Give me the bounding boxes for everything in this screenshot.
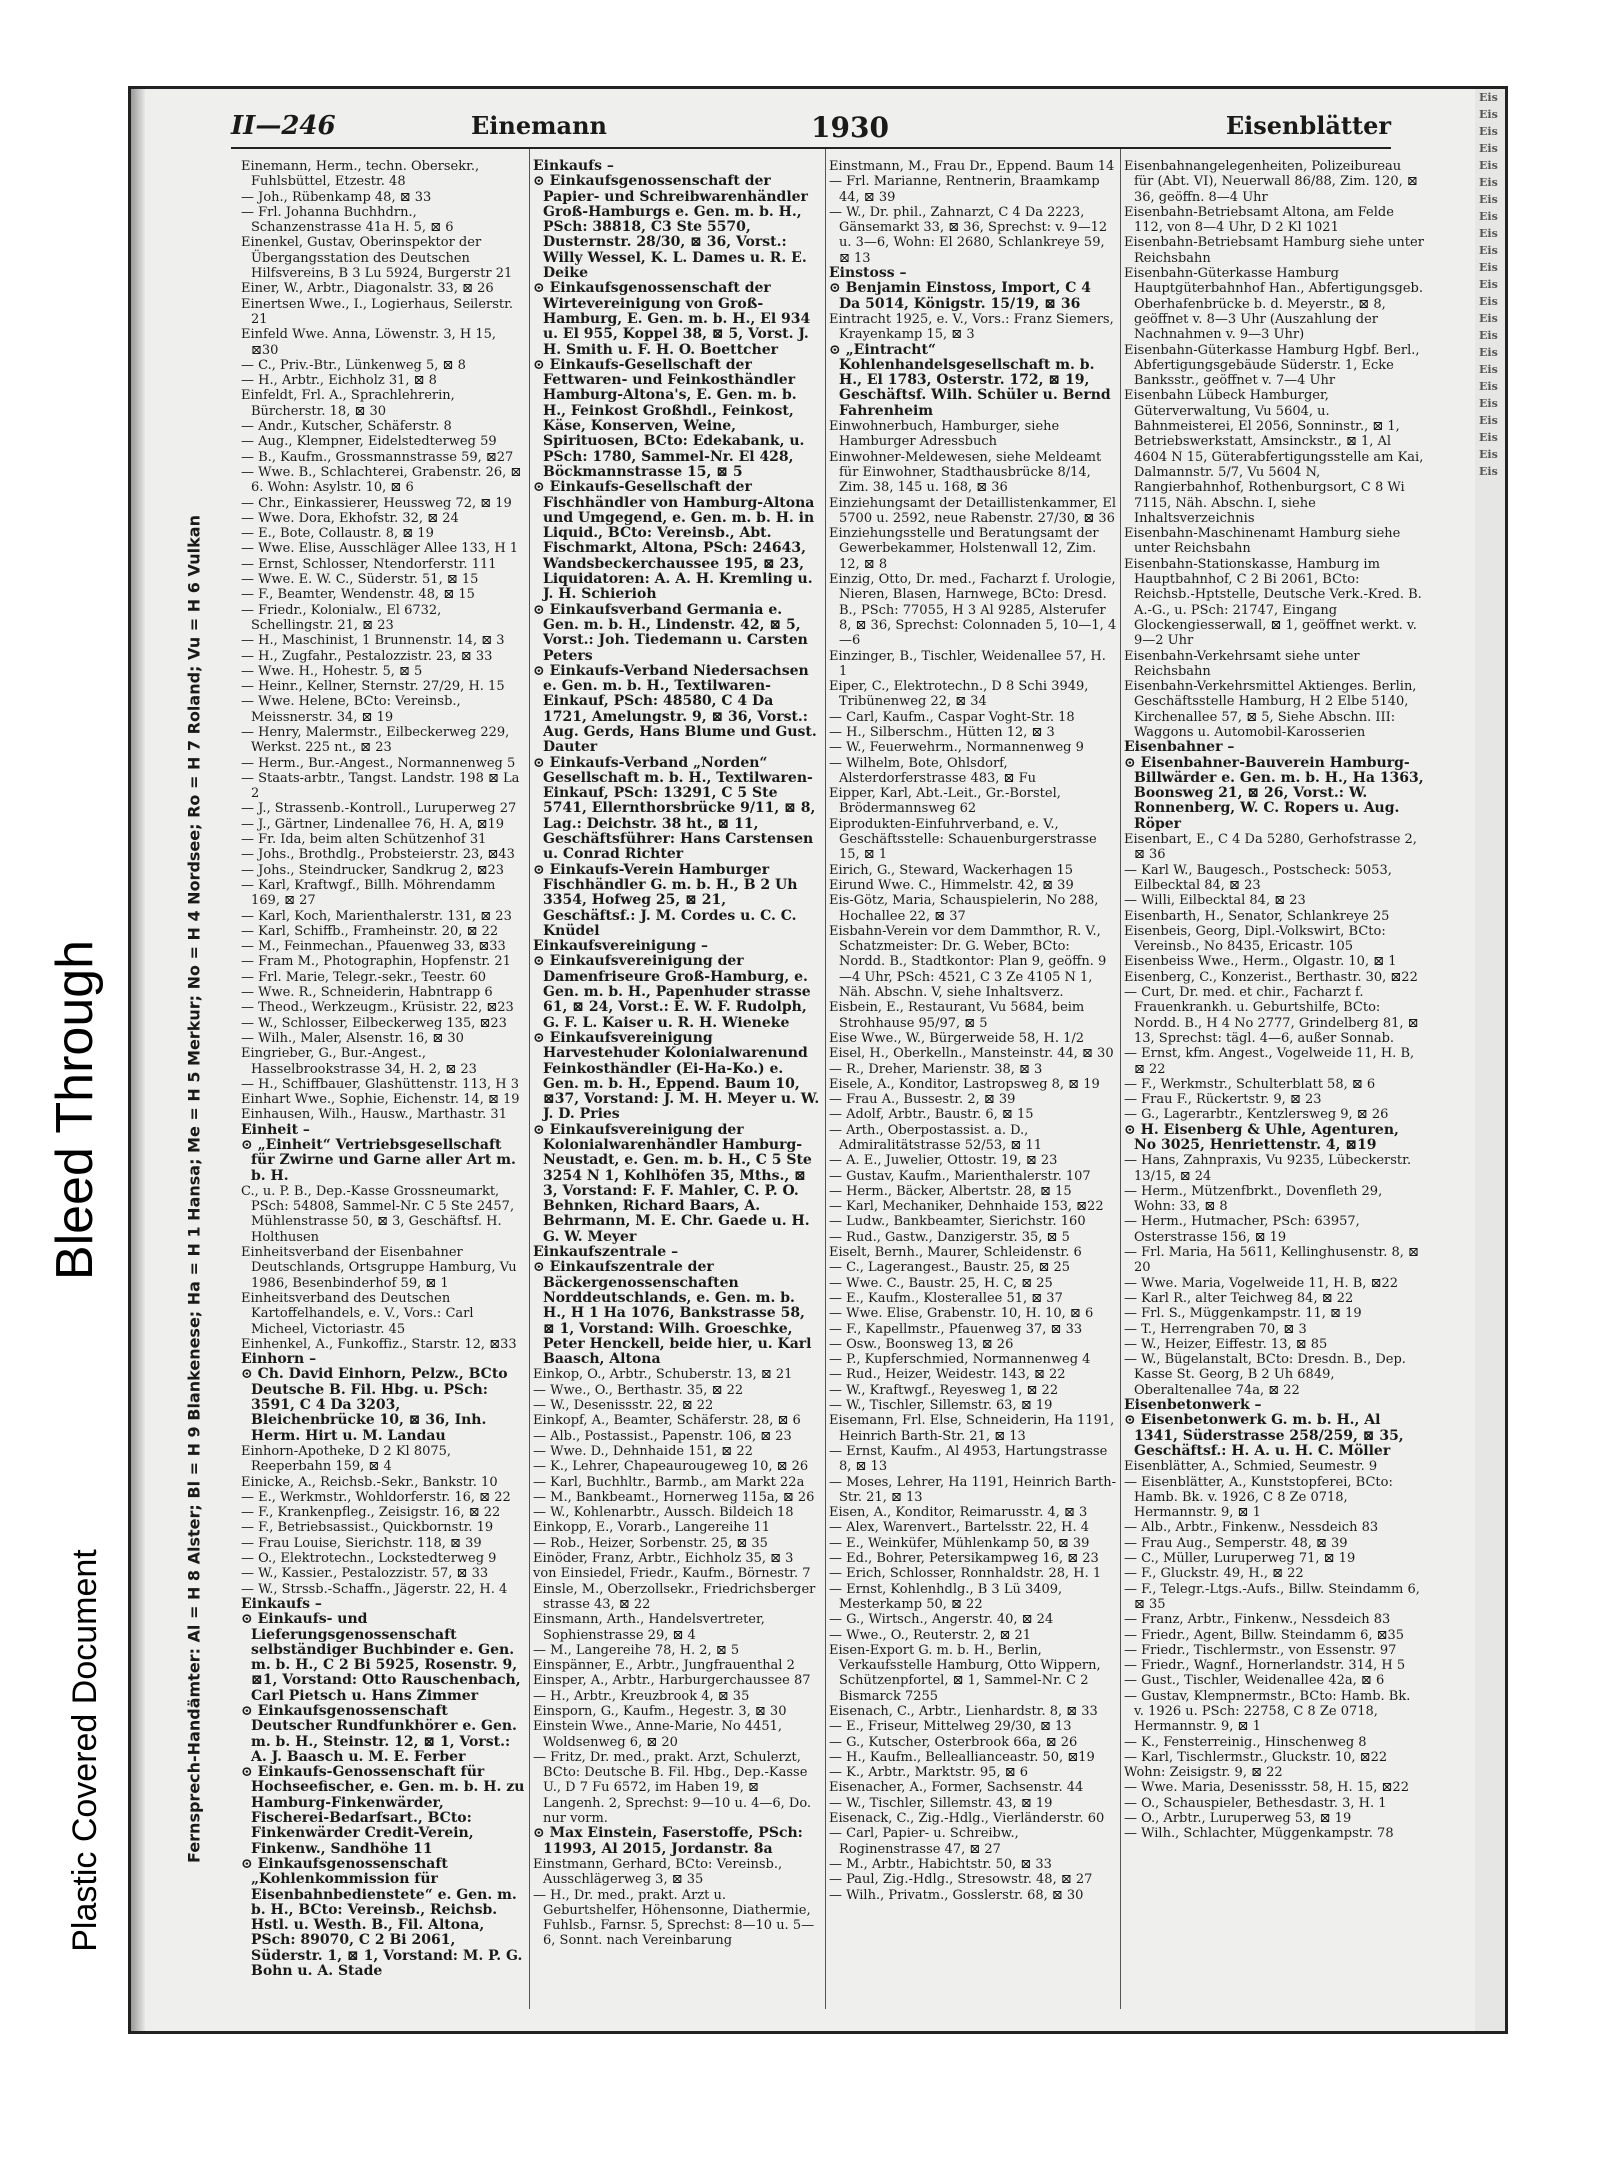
directory-entry: — Ed., Bohrer, Petersikampweg 16, ⊠ 23 bbox=[829, 1551, 1099, 1567]
directory-entry: — Herm., Hutmacher, PSch: 63957, Osterstrasse 156, ⊠ 19 bbox=[1124, 1214, 1360, 1245]
directory-entry: Einwohner-Meldewesen, siehe Meldeamt für Einwohner, Stadthausbrücke 8/14, Zim. 38, 145 u. 168, ⊠ 36 bbox=[829, 449, 1102, 496]
directory-entry: — Ludw., Bankbeamter, Sierichstr. 160 bbox=[829, 1214, 1086, 1230]
directory-entry: — H., Schiffbauer, Glashüttenstr. 113, H 3 bbox=[241, 1076, 519, 1092]
header-last-word: Eisenblätter bbox=[1225, 111, 1391, 140]
directory-entry: — Wwe. Maria, Vogelweide 11, H. B, ⊠22 bbox=[1124, 1275, 1399, 1291]
directory-entry: — E., Werkmstr., Wohldorferstr. 16, ⊠ 22 bbox=[241, 1489, 511, 1505]
directory-entry: — G., Kutscher, Osterbrook 66a, ⊠ 26 bbox=[829, 1734, 1078, 1750]
directory-entry: Einzinger, B., Tischler, Weidenallee 57, H. 1 bbox=[829, 648, 1106, 679]
directory-entry: — H., Kaufm., Belleallianceastr. 50, ⊠19 bbox=[829, 1749, 1095, 1765]
directory-entry: — W., Heizer, Eiffestr. 13, ⊠ 85 bbox=[1124, 1336, 1328, 1352]
directory-entry: — W., Feuerwehrm., Normannenweg 9 bbox=[829, 740, 1084, 756]
directory-entry: — E., Kaufm., Klosterallee 51, ⊠ 37 bbox=[829, 1290, 1063, 1306]
directory-entry: — K., Fensterreinig., Hinschenweg 8 bbox=[1124, 1734, 1367, 1750]
directory-entry: — Wwe. Helene, BCto: Vereinsb., Meissnerstr. 34, ⊠ 19 bbox=[241, 694, 461, 725]
directory-entry: Einicke, A., Reichsb.-Sekr., Bankstr. 10 bbox=[241, 1474, 498, 1490]
directory-entry: — W., Strssb.-Schaffn., Jägerstr. 22, H. 4 bbox=[241, 1581, 508, 1597]
directory-entry: — Heinr., Kellner, Sternstr. 27/29, H. 15 bbox=[241, 679, 505, 695]
directory-entry: Eisenacher, A., Former, Sachsenstr. 44 bbox=[829, 1780, 1084, 1796]
directory-entry: — Friedr., Wagnf., Hornerlandstr. 314, H 5 bbox=[1124, 1658, 1406, 1674]
directory-entry: Eisenbahn Lübeck Hamburger, Güterverwaltung, Vu 5604, u. Bahnmeisterei, El 2056, Sonninstr., ⊠ 1, Betriebswerkstatt, Amsinckstr., ⊠ 1, Al 4604 N 15, Güterabfertigungsstelle am Kai, Dalmannstr. 5/7, Vu 5604 N, Rangierbahnhof, Rothenburgsort, C 8 Wi 7115, Näh. Abschn. I, siehe Inhaltsverzeichnis bbox=[1124, 388, 1424, 526]
directory-entry: Eisenbahn-Verkehrsmittel Aktienges. Berlin, Geschäftsstelle Hamburg, H 2 Elbe 5140, Kirchenallee 57, ⊠ 5, Siehe Abschn. III: Waggons u. Automobil-Karosserien bbox=[1124, 679, 1417, 740]
directory-entry: — Wwe. C., Baustr. 25, H. C, ⊠ 25 bbox=[829, 1275, 1053, 1291]
directory-entry: — M., Arbtr., Habichtstr. 50, ⊠ 33 bbox=[829, 1856, 1052, 1872]
directory-entry: Eisenbeiss Wwe., Herm., Olgastr. 10, ⊠ 1 bbox=[1124, 954, 1397, 970]
directory-entry: — Paul, Zig.-Hdlg., Stresowstr. 48, ⊠ 27 bbox=[829, 1872, 1093, 1888]
directory-entry: Eisenbahn-Betriebsamt Altona, am Felde 112, von 8—4 Uhr, D 2 Kl 1021 bbox=[1124, 204, 1394, 236]
directory-entry: Einziehungsstelle und Beratungsamt der Gewerbekammer, Holstenwall 12, Zim. 12, ⊠ 8 bbox=[829, 526, 1099, 572]
directory-entry: — Andr., Kutscher, Schäferstr. 8 bbox=[241, 419, 452, 435]
directory-entry: Eisenbetonwerk – bbox=[1124, 1397, 1262, 1414]
directory-entry: Einsporn, G., Kaufm., Hegestr. 3, ⊠ 30 bbox=[533, 1703, 787, 1719]
directory-entry: — F., Werkmstr., Schulterblatt 58, ⊠ 6 bbox=[1124, 1076, 1376, 1092]
directory-entry: Eisenbahn-Güterkasse Hamburg Hgbf. Berl., Abfertigungsgebäude Süderstr. 1, Ecke Banksstr., geöffnet v. 7—4 Uhr bbox=[1124, 342, 1420, 389]
header-first-word: Einemann bbox=[471, 111, 607, 140]
directory-entry: ⊙ Einkaufsgenossenschaft der Wirtevereinigung von Groß-Hamburg, E. Gen. m. b. H., El 934 u. El 955, Koppel 38, ⊠ 5, Vorst. J. H. Smith u. F. H. O. Boettcher bbox=[533, 280, 811, 358]
directory-entry: Eisenbeis, Georg, Dipl.-Volkswirt, BCto: Vereinsb., No 8435, Ericastr. 105 bbox=[1124, 923, 1386, 955]
directory-entry: Eingrieber, G., Bur.-Angest., Hasselbrookstrasse 34, H. 2, ⊠ 23 bbox=[241, 1046, 477, 1077]
directory-entry: — Ernst, kfm. Angest., Vogelweide 11, H. B, ⊠ 22 bbox=[1124, 1046, 1415, 1077]
bleed-fragment: Eis bbox=[1479, 465, 1498, 478]
directory-entry: — Karl, Schiffb., Framheinstr. 20, ⊠ 22 bbox=[241, 923, 499, 939]
directory-entry: Eirund Wwe. C., Himmelstr. 42, ⊠ 39 bbox=[829, 877, 1074, 893]
directory-entry: — H., Arbtr., Eichholz 31, ⊠ 8 bbox=[241, 373, 437, 389]
directory-entry: — Karl W., Baugesch., Postscheck: 5053, Eilbecktal 84, ⊠ 23 bbox=[1124, 862, 1392, 893]
directory-entry: — W., Bügelanstalt, BCto: Dresdn. B., Dep. Kasse St. Georg, B 2 Uh 6849, Oberaltenallee 74a, ⊠ 22 bbox=[1124, 1352, 1406, 1398]
directory-entry: — Staats-arbtr., Tangst. Landstr. 198 ⊠ La 2 bbox=[241, 770, 520, 802]
directory-entry: ⊙ „Eintracht“ Kohlenhandelsgesellschaft m. b. H., El 1783, Osterstr. 172, ⊠ 19, Geschäftsf. Wilh. Schüler u. Bernd Fahrenheim bbox=[829, 341, 1111, 419]
directory-entry: — F., Kapellmstr., Pfauenweg 37, ⊠ 33 bbox=[829, 1321, 1083, 1337]
directory-entry: Einspänner, E., Arbtr., Jungfrauenthal 2 bbox=[533, 1658, 795, 1674]
directory-entry: — Karl, Kraftwgf., Billh. Möhrendamm 169, ⊠ 27 bbox=[241, 877, 496, 909]
directory-entry: Eisenbart, E., C 4 Da 5280, Gerhofstrasse 2, ⊠ 36 bbox=[1124, 832, 1417, 863]
directory-entry: Einkaufs – bbox=[533, 159, 614, 174]
bleed-fragment: Eis bbox=[1479, 312, 1498, 325]
facing-page-bleed bbox=[1475, 89, 1505, 2031]
scanned-page bbox=[128, 86, 1508, 2034]
directory-entry: — Wwe. R., Schneiderin, Habntrapp 6 bbox=[241, 985, 493, 1001]
directory-entry: Eisenberg, C., Konzerist., Berthastr. 30, ⊠22 bbox=[1124, 969, 1418, 985]
directory-entry: — Frau F., Rückertstr. 9, ⊠ 23 bbox=[1124, 1092, 1322, 1108]
directory-entry: — F., Beamter, Wendenstr. 48, ⊠ 15 bbox=[241, 587, 475, 603]
directory-entry: — M., Bankbeamt., Hornerweg 115a, ⊠ 26 bbox=[533, 1489, 815, 1505]
directory-entry: — M., Langereihe 78, H. 2, ⊠ 5 bbox=[533, 1642, 740, 1658]
directory-entry: — Rob., Heizer, Sorbenstr. 25, ⊠ 35 bbox=[533, 1535, 768, 1551]
bleed-fragment: Eis bbox=[1479, 295, 1498, 308]
directory-entry: Eisenbahn-Güterkasse Hamburg Hauptgüterbahnhof Han., Abfertigungsgeb. Oberhafenbrücke b. d. Meyerstr., ⊠ 8, geöffnet v. 8—3 Uhr (Auszahlung der Nachnahmen v. 9—3 Uhr) bbox=[1124, 266, 1423, 343]
directory-entry: Eipper, Karl, Abt.-Leit., Gr.-Borstel, Brödermannsweg 62 bbox=[829, 786, 1061, 817]
directory-entry: — K., Lehrer, Chapeaurougeweg 10, ⊠ 26 bbox=[533, 1459, 809, 1475]
column-divider bbox=[1120, 149, 1121, 2009]
directory-entry: — H., Silberschm., Hütten 12, ⊠ 3 bbox=[829, 724, 1055, 740]
directory-column-3 bbox=[829, 159, 1117, 2009]
directory-entry: Eisenbahnangelegenheiten, Polizeibureau für (Abt. VI), Neuerwall 86/88, Zim. 120, ⊠ 36, geöffn. 8—4 Uhr bbox=[1124, 159, 1418, 205]
directory-entry: — Eisenblätter, A., Kunststopferei, BCto: Hamb. Bk. v. 1926, C 8 Ze 0718, Hermannstr. 9, ⊠ 1 bbox=[1124, 1474, 1393, 1521]
directory-entry: — Alb., Arbtr., Finkenw., Nessdeich 83 bbox=[1124, 1520, 1379, 1536]
directory-entry: — Fr. Ida, beim alten Schützenhof 31 bbox=[241, 832, 487, 848]
directory-entry: — Carl, Papier- u. Schreibw., Roginenstrasse 47, ⊠ 27 bbox=[829, 1826, 1019, 1857]
directory-entry: — Osw., Boonsweg 13, ⊠ 26 bbox=[829, 1336, 1014, 1352]
directory-entry: — K., Arbtr., Marktstr. 95, ⊠ 6 bbox=[829, 1765, 1028, 1781]
directory-entry: Eisbahn-Verein vor dem Dammthor, R. V., Schatzmeister: Dr. G. Weber, BCto: Nordd. B., Stadtkontor: Plan 9, geöffn. 9—4 Uhr, PSch: 4521, C 3 Ze 4105 N 1, Näh. Abschn. V, siehe Inhaltsverz. bbox=[829, 923, 1107, 1001]
directory-entry: Eisenbahner – bbox=[1124, 739, 1235, 756]
directory-entry: — J., Strassenb.-Kontroll., Luruperweg 27 bbox=[241, 801, 517, 817]
directory-entry: Einhenkel, A., Funkoffiz., Starstr. 12, ⊠33 bbox=[241, 1336, 517, 1352]
directory-entry: C., u. P. B., Dep.-Kasse Grossneumarkt, PSch: 54808, Sammel-Nr. C 5 Ste 2457, Mühlenstrasse 50, ⊠ 3, Geschäftsf. H. Holthusen bbox=[241, 1183, 515, 1245]
exchange-legend-text: Fernsprech-Handämter: Al = H 8 Alster; Bl = H 9 Blankenese; Ha = H 1 Hansa; Me = H 5 Merkur; No = H 4 Nordsee; Ro = H 7 Roland; Vu = H 6 Vulkan bbox=[184, 515, 204, 1863]
bleed-fragment: Eis bbox=[1479, 261, 1498, 274]
directory-entry: — M., Feinmechan., Pfauenweg 33, ⊠33 bbox=[241, 939, 506, 955]
bleed-fragment: Eis bbox=[1479, 329, 1498, 342]
directory-entry: — Herm., Bur.-Angest., Normannenweg 5 bbox=[241, 755, 516, 771]
directory-entry: Eisenblätter, A., Schmied, Seumestr. 9 bbox=[1124, 1459, 1378, 1475]
directory-entry: — Friedr., Agent, Billw. Steindamm 6, ⊠35 bbox=[1124, 1627, 1405, 1643]
directory-entry: ⊙ Einkaufs- und Lieferungsgenossenschaft selbständiger Buchbinder e. Gen. m. b. H., C 2 Bi 5925, Rosenstr. 9, ⊠1, Vorstand: Otto Rauschenbach, Carl Pietsch u. Hans Zimmer bbox=[241, 1611, 521, 1704]
directory-entry: — Arth., Oberpostassist. a. D., Admiralitätstrasse 52/53, ⊠ 11 bbox=[829, 1122, 1042, 1153]
bleed-fragment: Eis bbox=[1479, 414, 1498, 427]
directory-entry: ⊙ Einkaufsvereinigung Harvestehuder Kolonialwarenund Feinkosthändler (Ei-Ha-Ko.) e. Gen. m. b. H., Eppend. Baum 10, ⊠37, Vorstand: J. M. H. Meyer u. W. J. D. Pries bbox=[533, 1029, 820, 1123]
directory-entry: Eiselt, Bernh., Maurer, Schleidenstr. 6 bbox=[829, 1245, 1082, 1261]
directory-entry: — W., Kraftwgf., Reyesweg 1, ⊠ 22 bbox=[829, 1382, 1059, 1398]
directory-entry: — Rud., Heizer, Weidestr. 143, ⊠ 22 bbox=[829, 1367, 1066, 1383]
directory-entry: Einhausen, Wilh., Hausw., Marthastr. 31 bbox=[241, 1107, 507, 1123]
bleed-fragment: Eis bbox=[1479, 227, 1498, 240]
directory-entry: ⊙ Einkaufs-Genossenschaft für Hochseefischer, e. Gen. m. b. H. zu Hamburg-Finkenwärder, Fischerei-Bedarfsart., BCto: Finkenwärder Credit-Verein, Finkenw., Sandhöhe 11 bbox=[241, 1764, 525, 1857]
directory-entry: Einemann, Herm., techn. Obersekr., Fuhlsbüttel, Etzestr. 48 bbox=[241, 159, 480, 190]
directory-entry: — Willi, Eilbecktal 84, ⊠ 23 bbox=[1124, 893, 1306, 909]
directory-entry: — Aug., Klempner, Eidelstedterweg 59 bbox=[241, 434, 497, 450]
directory-entry: Eisenach, C., Arbtr., Lienhardstr. 8, ⊠ 33 bbox=[829, 1703, 1098, 1719]
directory-entry: — Wwe. B., Schlachterei, Grabenstr. 26, ⊠ 6. Wohn: Asylstr. 10, ⊠ 6 bbox=[241, 464, 522, 496]
directory-entry: — P., Kupferschmied, Normannenweg 4 bbox=[829, 1352, 1091, 1368]
directory-entry: — Johs., Brothdlg., Probsteierstr. 23, ⊠43 bbox=[241, 847, 515, 863]
directory-entry: Eintracht 1925, e. V., Vors.: Franz Siemers, Krayenkamp 15, ⊠ 3 bbox=[829, 311, 1114, 343]
directory-entry: — Rud., Gastw., Danzigerstr. 35, ⊠ 5 bbox=[829, 1229, 1070, 1245]
directory-entry: Einkaufsvereinigung – bbox=[533, 938, 708, 955]
directory-entry: — F., Betriebsassist., Quickbornstr. 19 bbox=[241, 1520, 494, 1536]
directory-column-1 bbox=[241, 159, 526, 2009]
directory-entry: — Curt, Dr. med. et chir., Facharzt f. Frauenkrankh. u. Geburtshilfe, BCto: Nordd. B., H 4 No 2777, Grindelberg 81, ⊠ 13, Sprechst: tägl. 4—6, außer Sonnab. bbox=[1124, 985, 1419, 1046]
directory-entry: — Wilh., Maler, Alsenstr. 16, ⊠ 30 bbox=[241, 1030, 464, 1046]
directory-entry: ⊙ Ch. David Einhorn, Pelzw., BCto Deutsche B. Fil. Hbg. u. PSch: 3591, C 4 Da 3203, Bleichenbrücke 10, ⊠ 36, Inh. Herm. Hirt u. M. Landau bbox=[241, 1366, 508, 1444]
directory-entry: Wohn: Zeisigstr. 9, ⊠ 22 bbox=[1124, 1765, 1283, 1781]
directory-entry: Einer, W., Arbtr., Diagonalstr. 33, ⊠ 26 bbox=[241, 281, 494, 297]
directory-entry: — Fritz, Dr. med., prakt. Arzt, Schulerzt, BCto: Deutsche B. Fil. Hbg., Dep.-Kasse U., D 7 Fu 6572, im Haben 19, ⊠ Langenh. 2, Sprechst: 9—10 u. 4—6, Do. nur vorm. bbox=[533, 1749, 812, 1827]
bleed-fragment: Eis bbox=[1479, 431, 1498, 444]
directory-entry: Einzig, Otto, Dr. med., Facharzt f. Urologie, Nieren, Blasen, Harnwege, BCto: Dresd. B., PSch: 77055, H 3 Al 9285, Alsterufer 8, ⊠ 36, Sprechst: Colonnaden 5, 10—1, 4—6 bbox=[829, 572, 1117, 649]
directory-entry: Einheit – bbox=[241, 1121, 310, 1138]
bleed-fragment: Eis bbox=[1479, 244, 1498, 257]
directory-entry: — Frl. Johanna Buchhdrn., Schanzenstrasse 41a H. 5, ⊠ 6 bbox=[241, 204, 454, 236]
directory-entry: Eiper, C., Elektrotechn., D 8 Schi 3949, Tribünenweg 22, ⊠ 34 bbox=[829, 679, 1089, 710]
directory-entry: ⊙ Einkaufszentrale der Bäckergenossenschaften Norddeutschlands, e. Gen. m. b. H., H 1 Ha 1076, Bankstrasse 58, ⊠ 1, Vorstand: Wilh. Groeschke, Peter Henckell, beide hier, u. Karl Baasch, Altona bbox=[533, 1259, 812, 1368]
directory-entry: ⊙ Einkaufs-Verein Hamburger Fischhändler G. m. b. H., B 2 Uh 3354, Hofweg 25, ⊠ 21, Geschäftsf.: J. M. Cordes u. C. C. Knüdel bbox=[533, 861, 798, 939]
bleed-fragment: Eis bbox=[1479, 397, 1498, 410]
directory-entry: — H., Maschinist, 1 Brunnenstr. 14, ⊠ 3 bbox=[241, 633, 505, 649]
directory-entry: — W., Dr. phil., Zahnarzt, C 4 Da 2223, Gänsemarkt 33, ⊠ 36, Sprechst: v. 9—12 u. 3—6, Wohn: El 2680, Schlankreye 59, ⊠ 13 bbox=[829, 204, 1108, 266]
directory-entry: von Einsiedel, Friedr., Kaufm., Börnestr. 7 bbox=[533, 1566, 811, 1582]
directory-entry: — Chr., Einkassierer, Heussweg 72, ⊠ 19 bbox=[241, 495, 512, 511]
directory-entry: — Wilh., Schlachter, Müggenkampstr. 78 bbox=[1124, 1826, 1394, 1842]
directory-entry: Einkopf, A., Beamter, Schäferstr. 28, ⊠ 6 bbox=[533, 1413, 801, 1429]
directory-entry: — Karl, Buchhltr., Barmb., am Markt 22a bbox=[533, 1474, 805, 1490]
directory-entry: — Gustav, Klempnermstr., BCto: Hamb. Bk. v. 1926 u. PSch: 22758, C 8 Ze 0718, Hermannstr. 9, ⊠ 1 bbox=[1124, 1688, 1411, 1735]
directory-entry: ⊙ Einkaufsgenossenschaft „Kohlenkommission für Eisenbahnbedienstete“ e. Gen. m. b. H., BCto: Vereinsb., Reichsb. Hstl. u. Westh. B., Fil. Altona, PSch: 89070, C 2 Bi 2061, Süderstr. 1, ⊠ 1, Vorstand: M. P. G. Bohn u. A. Stade bbox=[241, 1855, 523, 1980]
directory-entry: Eisenack, C., Zig.-Hdlg., Vierländerstr. 60 bbox=[829, 1811, 1105, 1827]
directory-entry: Eisemann, Frl. Else, Schneiderin, Ha 1191, Heinrich Barth-Str. 21, ⊠ 13 bbox=[829, 1413, 1115, 1444]
directory-entry: Einertsen Wwe., I., Logierhaus, Seilerstr. 21 bbox=[241, 296, 514, 327]
directory-entry: — Fram M., Photographin, Hopfenstr. 21 bbox=[241, 954, 511, 970]
bleed-fragment: Eis bbox=[1479, 193, 1498, 206]
directory-entry: — E., Bote, Collaustr. 8, ⊠ 19 bbox=[241, 526, 434, 542]
directory-entry: Einsle, M., Oberzollsekr., Friedrichsberger strasse 43, ⊠ 22 bbox=[533, 1581, 816, 1612]
bleed-fragment: Eis bbox=[1479, 346, 1498, 359]
directory-entry: — Carl, Kaufm., Caspar Voght-Str. 18 bbox=[829, 709, 1075, 725]
directory-entry: — Karl R., alter Teichweg 84, ⊠ 22 bbox=[1124, 1290, 1354, 1306]
plastic-covered-text: Plastic Covered Document bbox=[65, 1548, 104, 1952]
directory-entry: — C., Priv.-Btr., Lünkenweg 5, ⊠ 8 bbox=[241, 357, 466, 373]
directory-entry: Einöder, Franz, Arbtr., Eichholz 35, ⊠ 3 bbox=[533, 1551, 794, 1567]
directory-entry: ⊙ Max Einstein, Faserstoffe, PSch: 11993, Al 2015, Jordanstr. 8a bbox=[533, 1825, 803, 1857]
bleed-fragment: Eis bbox=[1479, 380, 1498, 393]
bleed-fragment: Eis bbox=[1479, 176, 1498, 189]
directory-entry: Eisen, A., Konditor, Reimarusstr. 4, ⊠ 3 bbox=[829, 1505, 1088, 1521]
bleed-fragment: Eis bbox=[1479, 91, 1498, 104]
directory-entry: ⊙ Einkaufsvereinigung der Damenfriseure Groß-Hamburg, e. Gen. m. b. H., Papenhuder strasse 61, ⊠ 24, Vorst.: E. W. F. Rudolph, G. F. L. Kaiser u. R. H. Wieneke bbox=[533, 953, 811, 1031]
directory-entry: — Adolf, Arbtr., Baustr. 6, ⊠ 15 bbox=[829, 1107, 1034, 1123]
directory-entry: ⊙ Eisenbahner-Bauverein Hamburg-Billwärder e. Gen. m. b. H., Ha 1363, Boonsweg 21, ⊠ 26, Vorst.: W. Ronnenberg, W. C. Ropers u. Aug. Röper bbox=[1124, 754, 1424, 832]
directory-entry: Eisele, A., Konditor, Lastropsweg 8, ⊠ 19 bbox=[829, 1076, 1100, 1092]
directory-entry: — Wwe., O., Reuterstr. 2, ⊠ 21 bbox=[829, 1627, 1032, 1643]
directory-entry: — F., Krankenpfleg., Zeisigstr. 16, ⊠ 22 bbox=[241, 1505, 501, 1521]
directory-entry: — F., Gluckstr. 49, H., ⊠ 22 bbox=[1124, 1566, 1304, 1582]
directory-entry: — G., Wirtsch., Angerstr. 40, ⊠ 24 bbox=[829, 1612, 1054, 1628]
directory-entry: — Frau Louise, Sierichstr. 118, ⊠ 39 bbox=[241, 1535, 482, 1551]
directory-entry: — Herm., Mützenfbrkt., Dovenfleth 29, Wohn: 33, ⊠ 8 bbox=[1124, 1183, 1383, 1215]
directory-entry: — Franz, Arbtr., Finkenw., Nessdeich 83 bbox=[1124, 1612, 1391, 1628]
directory-entry: Einstoss – bbox=[829, 265, 907, 282]
directory-entry: — C., Lagerangest., Baustr. 25, ⊠ 25 bbox=[829, 1260, 1071, 1276]
exchange-legend bbox=[159, 339, 229, 2034]
directory-entry: — H., Arbtr., Kreuzbrook 4, ⊠ 35 bbox=[533, 1688, 750, 1704]
bleed-fragment: Eis bbox=[1479, 125, 1498, 138]
bleed-fragment: Eis bbox=[1479, 278, 1498, 291]
column-divider bbox=[529, 149, 530, 2009]
directory-entry: — W., Kassier., Pestalozzistr. 57, ⊠ 33 bbox=[241, 1566, 489, 1582]
directory-entry: Einkaufs – bbox=[241, 1595, 322, 1612]
directory-entry: Einsmann, Arth., Handelsvertreter, Sophienstrasse 29, ⊠ 4 bbox=[533, 1612, 765, 1643]
directory-entry: — E., Friseur, Mittelweg 29/30, ⊠ 13 bbox=[829, 1719, 1072, 1735]
directory-entry: Eisenbahn-Stationskasse, Hamburg im Hauptbahnhof, C 2 Bi 2061, BCto: Reichsb.-Hptstelle, Deutsche Verk.-Kred. B. A.-G., u. PSch: 21747, Eingang Glockengiesserwall, ⊠ 1, geöffnet werkt. v. 9—2 Uhr bbox=[1124, 556, 1422, 649]
column-divider bbox=[825, 149, 826, 2009]
directory-entry: — Wilh., Privatm., Gosslerstr. 68, ⊠ 30 bbox=[829, 1887, 1084, 1903]
bleed-fragment: Eis bbox=[1479, 363, 1498, 376]
directory-entry: Einstein Wwe., Anne-Marie, No 4451, Woldsenweg 6, ⊠ 20 bbox=[533, 1719, 783, 1750]
directory-entry: — H., Zugfahr., Pestalozzistr. 23, ⊠ 33 bbox=[241, 648, 493, 664]
directory-entry: — Frl. S., Müggenkampstr. 11, ⊠ 19 bbox=[1124, 1306, 1362, 1322]
directory-entry: ⊙ Einkaufsgenossenschaft Deutscher Rundfunkhörer e. Gen. m. b. H., Steinstr. 12, ⊠ 1, Vorst.: A. J. Baasch u. M. E. Ferber bbox=[241, 1702, 517, 1765]
directory-entry: — Alb., Postassist., Papenstr. 106, ⊠ 23 bbox=[533, 1428, 792, 1444]
directory-entry: — Wwe. H., Hohestr. 5, ⊠ 5 bbox=[241, 663, 423, 679]
directory-entry: — Karl, Mechaniker, Dehnhaide 153, ⊠22 bbox=[829, 1199, 1104, 1215]
directory-entry: — Johs., Steindrucker, Sandkrug 2, ⊠23 bbox=[241, 862, 505, 878]
directory-entry: — O., Arbtr., Luruperweg 53, ⊠ 19 bbox=[1124, 1811, 1352, 1827]
directory-entry: — Wwe. Elise, Grabenstr. 10, H. 10, ⊠ 6 bbox=[829, 1306, 1094, 1322]
directory-entry: ⊙ Einkaufs-Verband Niedersachsen e. Gen. m. b. H., Textilwaren-Einkauf, PSch: 48580, C 4 Da 1721, Amelungstr. 9, ⊠ 36, Vorst.: Aug. Gerds, Hans Blume und Gust. Dauter bbox=[533, 662, 817, 756]
directory-entry: ⊙ Einkaufs-Gesellschaft der Fettwaren- und Feinkosthändler Hamburg-Altona's, E. Gen. m. b. H., Feinkost Großhdl., Feinkost, Käse, Konserven, Weine, Spirituosen, BCto: Edekabank, u. PSch: 1780, Sammel-Nr. El 428, Böckmannstrasse 15, ⊠ 5 bbox=[533, 356, 805, 480]
directory-entry: ⊙ Einkaufsverband Germania e. Gen. m. b. H., Lindenstr. 42, ⊠ 5, Vorst.: Joh. Tiedemann u. Carsten Peters bbox=[533, 601, 808, 664]
directory-entry: — Karl, Tischlermstr., Gluckstr. 10, ⊠22 bbox=[1124, 1749, 1388, 1765]
directory-entry: Einstmann, M., Frau Dr., Eppend. Baum 14 bbox=[829, 159, 1115, 174]
bleed-through-text: Bleed Through bbox=[46, 939, 104, 1281]
directory-entry: Einkaufszentrale – bbox=[533, 1244, 679, 1261]
directory-entry: Einhorn-Apotheke, D 2 Kl 8075, Reeperbahn 159, ⊠ 4 bbox=[241, 1443, 452, 1475]
page-edge-shadow bbox=[131, 89, 145, 2034]
directory-entry: Einziehungsamt der Detaillistenkammer, El 5700 u. 2592, neue Rabenstr. 27/30, ⊠ 36 bbox=[829, 495, 1116, 526]
directory-entry: — Theod., Werkzeugm., Krüsistr. 22, ⊠23 bbox=[241, 1000, 514, 1016]
directory-column-4 bbox=[1124, 159, 1424, 2009]
directory-entry: ⊙ Einkaufsvereinigung der Kolonialwarenhändler Hamburg-Neustadt, e. Gen. m. b. H., C 5 Ste 3254 N 1, Kohlhöfen 35, Mths., ⊠ 3, Vorstand: F. F. Mahler, C. P. O. Behnken, Richard Baars, A. Behrmann, M. E. Chr. Gaede u. H. G. W. Meyer bbox=[533, 1121, 812, 1245]
directory-entry: Eisenbahn-Verkehrsamt siehe unter Reichsbahn bbox=[1124, 648, 1360, 679]
directory-entry: Einfeldt, Frl. A., Sprachlehrerin, Bürcherstr. 18, ⊠ 30 bbox=[241, 388, 455, 419]
directory-entry: ⊙ „Einheit“ Vertriebsgesellschaft für Zwirne und Garne aller Art m. b. H. bbox=[241, 1137, 516, 1184]
directory-entry: — W., Kohlenarbtr., Aussch. Bildeich 18 bbox=[533, 1505, 794, 1521]
directory-entry: — Herm., Bäcker, Albertstr. 28, ⊠ 15 bbox=[829, 1183, 1072, 1199]
directory-entry: — Frl. Marie, Telegr.-sekr., Teestr. 60 bbox=[241, 969, 486, 985]
bleed-fragment: Eis bbox=[1479, 108, 1498, 121]
directory-entry: Einsper, A., Arbtr., Harburgerchaussee 87 bbox=[533, 1673, 811, 1689]
directory-entry: Eirich, G., Steward, Wackerhagen 15 bbox=[829, 862, 1073, 878]
directory-entry: Eisel, H., Oberkelln., Mansteinstr. 44, ⊠ 30 bbox=[829, 1046, 1114, 1062]
directory-entry: Eis-Götz, Maria, Schauspielerin, No 288, Hochallee 22, ⊠ 37 bbox=[829, 893, 1099, 924]
directory-entry: — C., Müller, Luruperweg 71, ⊠ 19 bbox=[1124, 1551, 1356, 1567]
directory-entry: — Wwe., O., Berthastr. 35, ⊠ 22 bbox=[533, 1382, 744, 1398]
directory-entry: — A. E., Juwelier, Ottostr. 19, ⊠ 23 bbox=[829, 1153, 1058, 1169]
bleed-fragment: Eis bbox=[1479, 210, 1498, 223]
directory-entry: — O., Elektrotechn., Lockstedterweg 9 bbox=[241, 1551, 497, 1567]
directory-entry: Einkop, O., Arbtr., Schuberstr. 13, ⊠ 21 bbox=[533, 1367, 793, 1383]
bleed-fragment: Eis bbox=[1479, 159, 1498, 172]
directory-entry: — H., Dr. med., prakt. Arzt u. Geburtshelfer, Höhensonne, Diathermie, Fuhlsb., Farnsr. 5, Sprechst: 8—10 u. 5—6, Sonnt. nach Vereinbarung bbox=[533, 1887, 815, 1949]
directory-entry: — Wwe. Maria, Desenissstr. 58, H. 15, ⊠22 bbox=[1124, 1780, 1409, 1796]
page-number: II—246 bbox=[231, 111, 336, 141]
directory-entry: ⊙ Einkaufs-Gesellschaft der Fischhändler von Hamburg-Altona und Umgegend, e. Gen. m. b. H. in Liquid., BCto: Vereinsb., Abt. Fischmarkt, Altona, PSch: 24643, Wandsbeckerchaussee 195, ⊠ 23, Liquidatoren: A. A. H. Kremling u. J. H. Schierioh bbox=[533, 479, 815, 603]
directory-entry: — W., Tischler, Sillemstr. 63, ⊠ 19 bbox=[829, 1398, 1053, 1414]
directory-entry: — W., Desenissstr. 22, ⊠ 22 bbox=[533, 1398, 714, 1414]
directory-entry: Einenkel, Gustav, Oberinspektor der Übergangsstation des Deutschen Hilfsvereins, B 3 Lu 5924, Burgerstr 21 bbox=[241, 235, 513, 282]
directory-entry: ⊙ Benjamin Einstoss, Import, C 4 Da 5014, Königstr. 15/19, ⊠ 36 bbox=[829, 280, 1092, 312]
directory-entry: — Ernst, Kaufm., Al 4953, Hartungstrasse 8, ⊠ 13 bbox=[829, 1443, 1108, 1475]
directory-entry: — Ernst, Schlosser, Ntendorferstr. 111 bbox=[241, 556, 497, 572]
directory-entry: Eisenbarth, H., Senator, Schlankreye 25 bbox=[1124, 908, 1390, 924]
bleed-fragment: Eis bbox=[1479, 448, 1498, 461]
directory-entry: — J., Gärtner, Lindenallee 76, H. A, ⊠19 bbox=[241, 816, 505, 832]
directory-entry: Eisen-Export G. m. b. H., Berlin, Verkaufsstelle Hamburg, Otto Wippern, Schützenpfortel, ⊠ 1, Sammel-Nr. C 2 Bismarck 7255 bbox=[829, 1642, 1101, 1704]
page-sheet bbox=[131, 89, 1480, 2034]
directory-entry: Eisbein, E., Restaurant, Vu 5684, beim Strohhause 95/97, ⊠ 5 bbox=[829, 1000, 1085, 1031]
directory-entry: — Alex, Warenvert., Bartelsstr. 22, H. 4 bbox=[829, 1520, 1089, 1536]
directory-entry: ⊙ Eisenbetonwerk G. m. b. H., Al 1341, Süderstrasse 258/259, ⊠ 35, Geschäftsf.: H. A. u. H. C. Möller bbox=[1124, 1412, 1404, 1459]
directory-entry: Einwohnerbuch, Hamburger, siehe Hamburger Adressbuch bbox=[829, 419, 1060, 450]
directory-entry: — Frl. Marianne, Rentnerin, Braamkamp 44, ⊠ 39 bbox=[829, 174, 1100, 205]
directory-entry: — Wwe. Dora, Ekhofstr. 32, ⊠ 24 bbox=[241, 510, 459, 526]
directory-entry: — Frl. Maria, Ha 5611, Kellinghusenstr. 8, ⊠ 20 bbox=[1124, 1245, 1419, 1276]
directory-entry: — F., Telegr.-Ltgs.-Aufs., Billw. Steindamm 6, ⊠ 35 bbox=[1124, 1581, 1420, 1612]
directory-entry: — Wilhelm, Bote, Ohlsdorf, Alsterdorferstrasse 483, ⊠ Fu bbox=[829, 755, 1036, 786]
directory-entry: — G., Lagerarbtr., Kentzlersweg 9, ⊠ 26 bbox=[1124, 1107, 1389, 1123]
directory-entry: — W., Schlosser, Eilbeckerweg 135, ⊠23 bbox=[241, 1015, 507, 1031]
directory-entry: Einkopp, E., Vorarb., Langereihe 11 bbox=[533, 1520, 771, 1536]
directory-column-2 bbox=[533, 159, 821, 2009]
directory-entry: — Gustav, Kaufm., Marienthalerstr. 107 bbox=[829, 1168, 1091, 1184]
directory-entry: Eiprodukten-Einfuhrverband, e. V., Geschäftsstelle: Schauenburgerstrasse 15, ⊠ 1 bbox=[829, 816, 1097, 863]
directory-entry: Einhorn – bbox=[241, 1351, 317, 1368]
directory-entry: — Frau A., Bussestr. 2, ⊠ 39 bbox=[829, 1092, 1016, 1108]
directory-entry: — Wwe. Elise, Ausschläger Allee 133, H 1 bbox=[241, 541, 519, 557]
page-header bbox=[231, 101, 1391, 149]
bleed-fragment: Eis bbox=[1479, 142, 1498, 155]
directory-entry: Einheitsverband der Eisenbahner Deutschlands, Ortsgruppe Hamburg, Vu 1986, Besenbinderhof 59, ⊠ 1 bbox=[241, 1245, 517, 1291]
directory-entry: — Joh., Rübenkamp 48, ⊠ 33 bbox=[241, 189, 432, 205]
directory-entry: — Frau Aug., Semperstr. 48, ⊠ 39 bbox=[1124, 1535, 1348, 1551]
directory-entry: — Wwe. D., Dehnhaide 151, ⊠ 22 bbox=[533, 1443, 753, 1459]
directory-entry: — Karl, Koch, Marienthalerstr. 131, ⊠ 23 bbox=[241, 908, 512, 924]
directory-entry: Einfeld Wwe. Anna, Löwenstr. 3, H 15, ⊠30 bbox=[241, 327, 497, 358]
directory-entry: Eisenbahn-Maschinenamt Hamburg siehe unter Reichsbahn bbox=[1124, 526, 1401, 557]
directory-entry: — W., Tischler, Sillemstr. 43, ⊠ 19 bbox=[829, 1795, 1053, 1811]
directory-entry: — Erich, Schlosser, Ronnhaldstr. 28, H. 1 bbox=[829, 1566, 1102, 1582]
directory-entry: — Moses, Lehrer, Ha 1191, Heinrich Barth-Str. 21, ⊠ 13 bbox=[829, 1474, 1117, 1505]
directory-entry: — T., Herrengraben 70, ⊠ 3 bbox=[1124, 1321, 1307, 1337]
directory-entry: — R., Dreher, Marienstr. 38, ⊠ 3 bbox=[829, 1061, 1043, 1077]
directory-entry: — O., Schauspieler, Bethesdastr. 3, H. 1 bbox=[1124, 1795, 1387, 1811]
directory-entry: ⊙ Einkaufs-Verband „Norden“ Gesellschaft m. b. H., Textilwaren-Einkauf, PSch: 13291, C 5 Ste 5741, Ellernthorsbrücke 9/11, ⊠ 8, Lag.: Deichstr. 38 ht., ⊠ 11, Geschäftsführer: Hans Carstensen u. Conrad Richter bbox=[533, 754, 816, 863]
directory-entry: — Friedr., Kolonialw., El 6732, Schellingstr. 21, ⊠ 23 bbox=[241, 602, 442, 633]
directory-entry: — Gust., Tischler, Weidenallee 42a, ⊠ 6 bbox=[1124, 1673, 1385, 1689]
directory-entry: — E., Weinküfer, Mühlenkamp 50, ⊠ 39 bbox=[829, 1535, 1090, 1551]
directory-entry: Einhart Wwe., Sophie, Eichenstr. 14, ⊠ 19 bbox=[241, 1092, 520, 1108]
directory-entry: ⊙ Einkaufsgenossenschaft der Papier- und Schreibwarenhändler Groß-Hamburgs e. Gen. m. b. H., PSch: 38818, C3 Ste 5570, Dusternstr. 28/30, ⊠ 36, Vorst.: Willy Wessel, K. L. Dames u. R. E. Deike bbox=[533, 173, 808, 282]
directory-entry: — Henry, Malermstr., Eilbeckerweg 229, Werkst. 225 nt., ⊠ 23 bbox=[241, 724, 510, 756]
directory-entry: ⊙ H. Eisenberg & Uhle, Agenturen, No 3025, Henriettenstr. 4, ⊠19 bbox=[1124, 1121, 1399, 1153]
directory-entry: — Hans, Zahnpraxis, Vu 9235, Lübeckerstr. 13/15, ⊠ 24 bbox=[1124, 1153, 1412, 1184]
directory-entry: Einheitsverband des Deutschen Kartoffelhandels, e. V., Vors.: Carl Micheel, Victoriastr. 45 bbox=[241, 1290, 474, 1337]
directory-entry: — Wwe. E. W. C., Süderstr. 51, ⊠ 15 bbox=[241, 572, 479, 588]
directory-entry: Eise Wwe., W., Bürgerweide 58, H. 1/2 bbox=[829, 1030, 1085, 1046]
directory-entry: — Friedr., Tischlermstr., von Essenstr. 97 bbox=[1124, 1642, 1397, 1658]
directory-entry: Eisenbahn-Betriebsamt Hamburg siehe unter Reichsbahn bbox=[1124, 235, 1424, 266]
directory-entry: Einstmann, Gerhard, BCto: Vereinsb., Ausschlägerweg 3, ⊠ 35 bbox=[533, 1856, 783, 1888]
header-year: 1930 bbox=[811, 111, 889, 144]
directory-entry: — Ernst, Kohlenhdlg., B 3 Lü 3409, Mesterkamp 50, ⊠ 22 bbox=[829, 1581, 1063, 1612]
directory-entry: — B., Kaufm., Grossmannstrasse 59, ⊠27 bbox=[241, 449, 514, 465]
